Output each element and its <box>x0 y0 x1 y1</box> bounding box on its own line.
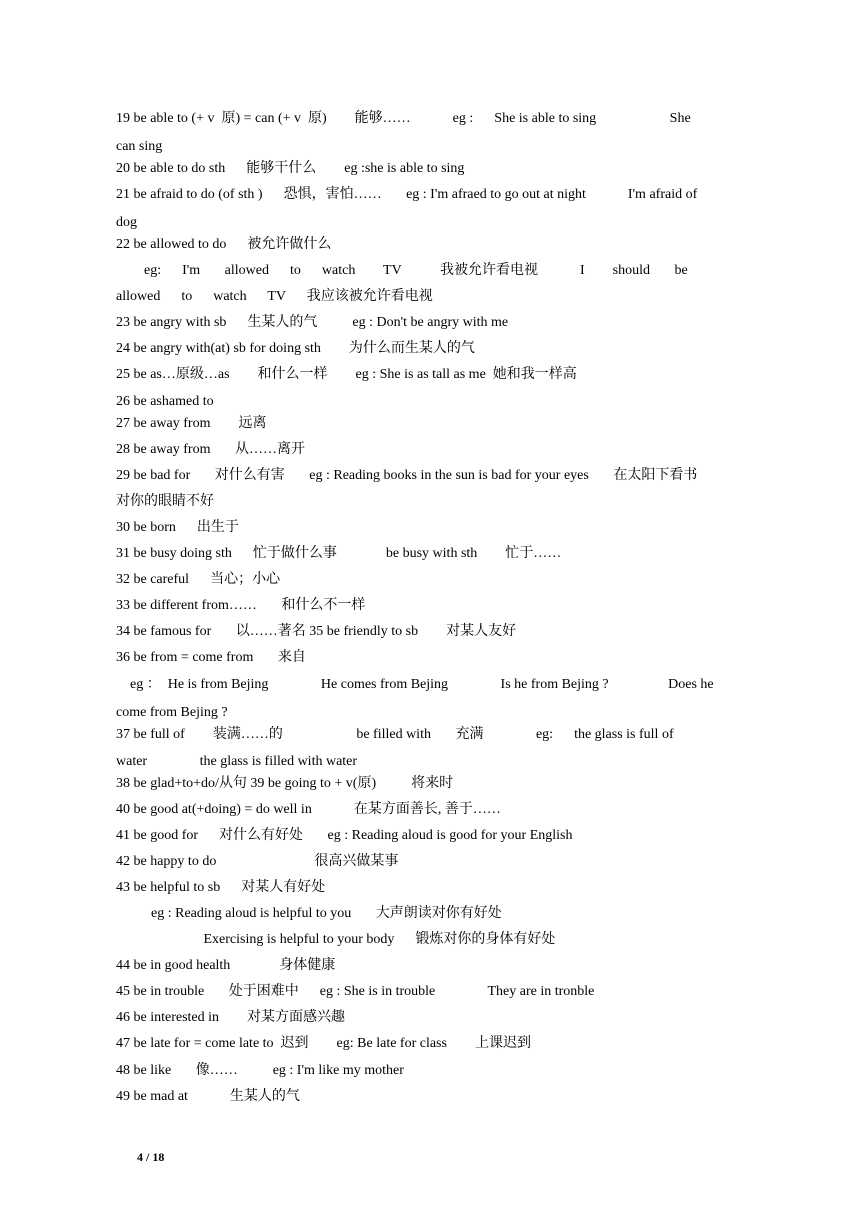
text-line: 24 be angry with(at) sb for doing sth 为什么而生某人的气 <box>116 341 475 356</box>
text-line: 19 be able to (+ v 原) = can (+ v 原) 能够…… eg : She is able to sing She <box>116 111 691 126</box>
text-line: 31 be busy doing sth 忙于做什么事 be busy with sth 忙于…… <box>116 546 562 561</box>
text-line: 22 be allowed to do 被允许做什么 <box>116 237 332 252</box>
page-number: 4 / 18 <box>137 1150 165 1164</box>
text-line: 37 be full of 装满……的 be filled with 充满 eg: the glass is full of <box>116 727 674 742</box>
text-line: 33 be different from…… 和什么不一样 <box>116 598 366 613</box>
text-line: 43 be helpful to sb 对某人有好处 <box>116 880 326 895</box>
text-line: 28 be away from 从……离开 <box>116 442 305 457</box>
text-line: 34 be famous for 以……著名 35 be friendly to sb 对某人友好 <box>116 624 517 639</box>
text-line: 20 be able to do sth 能够干什么 eg :she is able to sing <box>116 161 465 176</box>
text-line: 27 be away from 远离 <box>116 416 267 431</box>
text-line: 41 be good for 对什么有好处 eg : Reading aloud is good for your English <box>116 828 573 843</box>
text-line: 23 be angry with sb 生某人的气 eg : Don't be angry with me <box>116 315 509 330</box>
text-line: 46 be interested in 对某方面感兴趣 <box>116 1010 346 1025</box>
text-line: 47 be late for = come late to 迟到 eg: Be late for class 上课迟到 <box>116 1036 531 1051</box>
text-line: 38 be glad+to+do/从句 39 be going to + v(原) 将来时 <box>116 776 454 791</box>
text-line: dog <box>116 215 137 230</box>
text-line: 48 be like 像…… eg : I'm like my mother <box>116 1063 404 1078</box>
text-line: eg: I'm allowed to watch TV 我被允许看电视 I should be <box>116 263 688 278</box>
text-line: water the glass is filled with water <box>116 754 358 769</box>
text-line: 30 be born 出生于 <box>116 520 239 535</box>
text-line: 49 be mad at 生某人的气 <box>116 1089 300 1104</box>
text-line: eg ： He is from Bejing He comes from Bejing Is he from Bejing ? Does he <box>116 677 714 692</box>
text-line: 44 be in good health 身体健康 <box>116 958 336 973</box>
text-line: 32 be careful 当心；小心 <box>116 572 281 587</box>
text-line: 42 be happy to do 很高兴做某事 <box>116 854 399 869</box>
text-line: 29 be bad for 对什么有害 eg : Reading books in the sun is bad for your eyes 在太阳下看书 <box>116 468 698 483</box>
text-line: 21 be afraid to do (of sth ) 恐惧，害怕…… eg : I'm afraed to go out at night I'm afraid of <box>116 187 698 202</box>
text-line: 25 be as…原级…as 和什么一样 eg : She is as tall as me 她和我一样高 <box>116 367 577 382</box>
text-line: Exercising is helpful to your body 锻炼对你的身体有好处 <box>116 932 556 947</box>
text-line: 45 be in trouble 处于困难中 eg : She is in trouble They are in tronble <box>116 984 595 999</box>
text-line: eg : Reading aloud is helpful to you 大声朗读对你有好处 <box>116 906 502 921</box>
text-line: 36 be from = come from 来自 <box>116 650 306 665</box>
text-line: 40 be good at(+doing) = do well in 在某方面善长, 善于…… <box>116 802 501 817</box>
text-line: 对你的眼睛不好 <box>116 494 214 509</box>
text-line: can sing <box>116 139 163 154</box>
text-line: come from Bejing ? <box>116 705 228 720</box>
text-line: allowed to watch TV 我应该被允许看电视 <box>116 289 433 304</box>
text-line: 26 be ashamed to <box>116 394 214 409</box>
